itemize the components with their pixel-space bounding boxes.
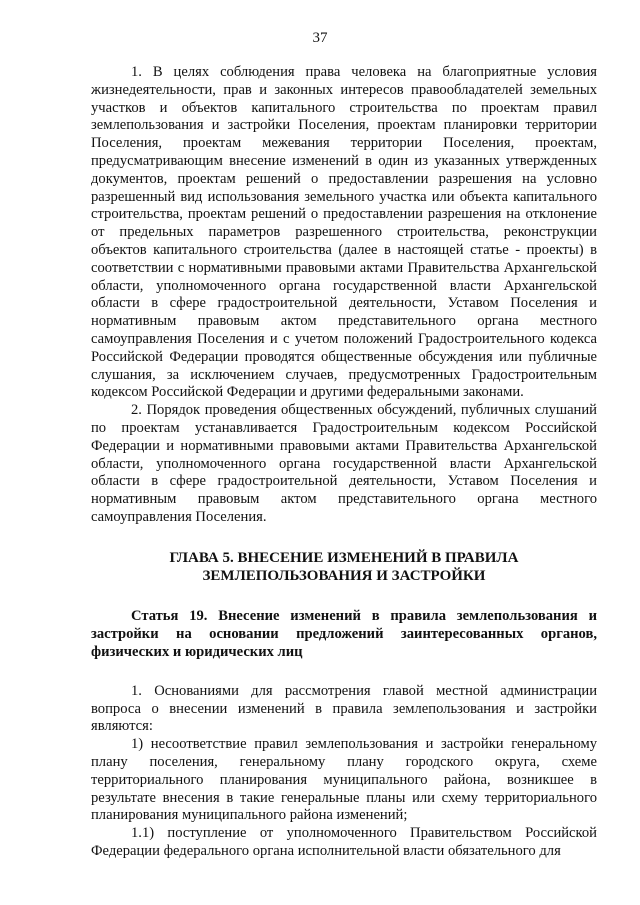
chapter-heading-line-1: ГЛАВА 5. ВНЕСЕНИЕ ИЗМЕНЕНИЙ В ПРАВИЛА — [169, 549, 519, 566]
article-heading: Статья 19. Внесение изменений в правила землепользования и застройки на основании предложений заинтересованных органов, физических и юридических лиц — [91, 607, 597, 660]
document-body — [91, 64, 597, 861]
article-item-1: 1) несоответствие правил землепользования и застройки генеральному плану поселения, генеральному плану городского округа, схеме территориального планирования муниципального района, возникшее в результате внесения в такие генеральные планы или схему территориального планирования муниципального района изменений; — [91, 736, 597, 824]
article-item-1-1: 1.1) поступление от уполномоченного Правительством Российской Федерации федерального органа исполнительной власти обязательного для — [91, 825, 597, 859]
paragraph-2: 2. Порядок проведения общественных обсуждений, публичных слушаний по проектам устанавливается Градостроительным кодексом Российской Федерации и нормативными правовыми актами Правительства Архангельской области, уполномоченного органа государственной власти Архангельской области в сфере градостроительной деятельности, Уставом Поселения и нормативным правовым актом представительного органа местного самоуправления Поселения. — [91, 402, 597, 525]
article-body — [91, 683, 597, 861]
article-paragraph-1: 1. Основаниями для рассмотрения главой местной администрации вопроса о внесении изменений в правила землепользования и застройки являются: — [91, 682, 597, 735]
page-number: 37 — [312, 30, 328, 46]
chapter-heading-line-2: ЗЕМЛЕПОЛЬЗОВАНИЯ И ЗАСТРОЙКИ — [202, 567, 486, 584]
paragraph-1: 1. В целях соблюдения права человека на благоприятные условия жизнедеятельности, прав и законных интересов правообладателей земельных участков и объектов капитального строительства по проектам правил землепользования и застройки Поселения, проектам планировки территории Поселения, проектам межевания территории Поселения, проектам, предусматривающим внесение изменений в один из указанных утвержденных документов, проектам решений о предоставлении разрешения на условно разрешенный вид использования земельного участка или объекта капитального строительства, проектам решений о предоставлении разрешения на отклонение от предельных параметров разрешенного строительства, реконструкции объектов капитального строительства (далее в настоящей статье - проекты) в соответствии с нормативными правовыми актами Правительства Архангельской области, уполномоченного органа государственной власти Архангельской области в сфере градостроительной деятельности, Уставом Поселения и нормативным правовым актом представительного органа местного самоуправления Поселения и с учетом положений Градостроительного кодекса Российской Федерации проводятся общественные обсуждения или публичные слушания, за исключением случаев, предусмотренных Градостроительным кодексом Российской Федерации и другими федеральными законами. — [91, 64, 597, 401]
chapter-heading — [91, 549, 597, 585]
